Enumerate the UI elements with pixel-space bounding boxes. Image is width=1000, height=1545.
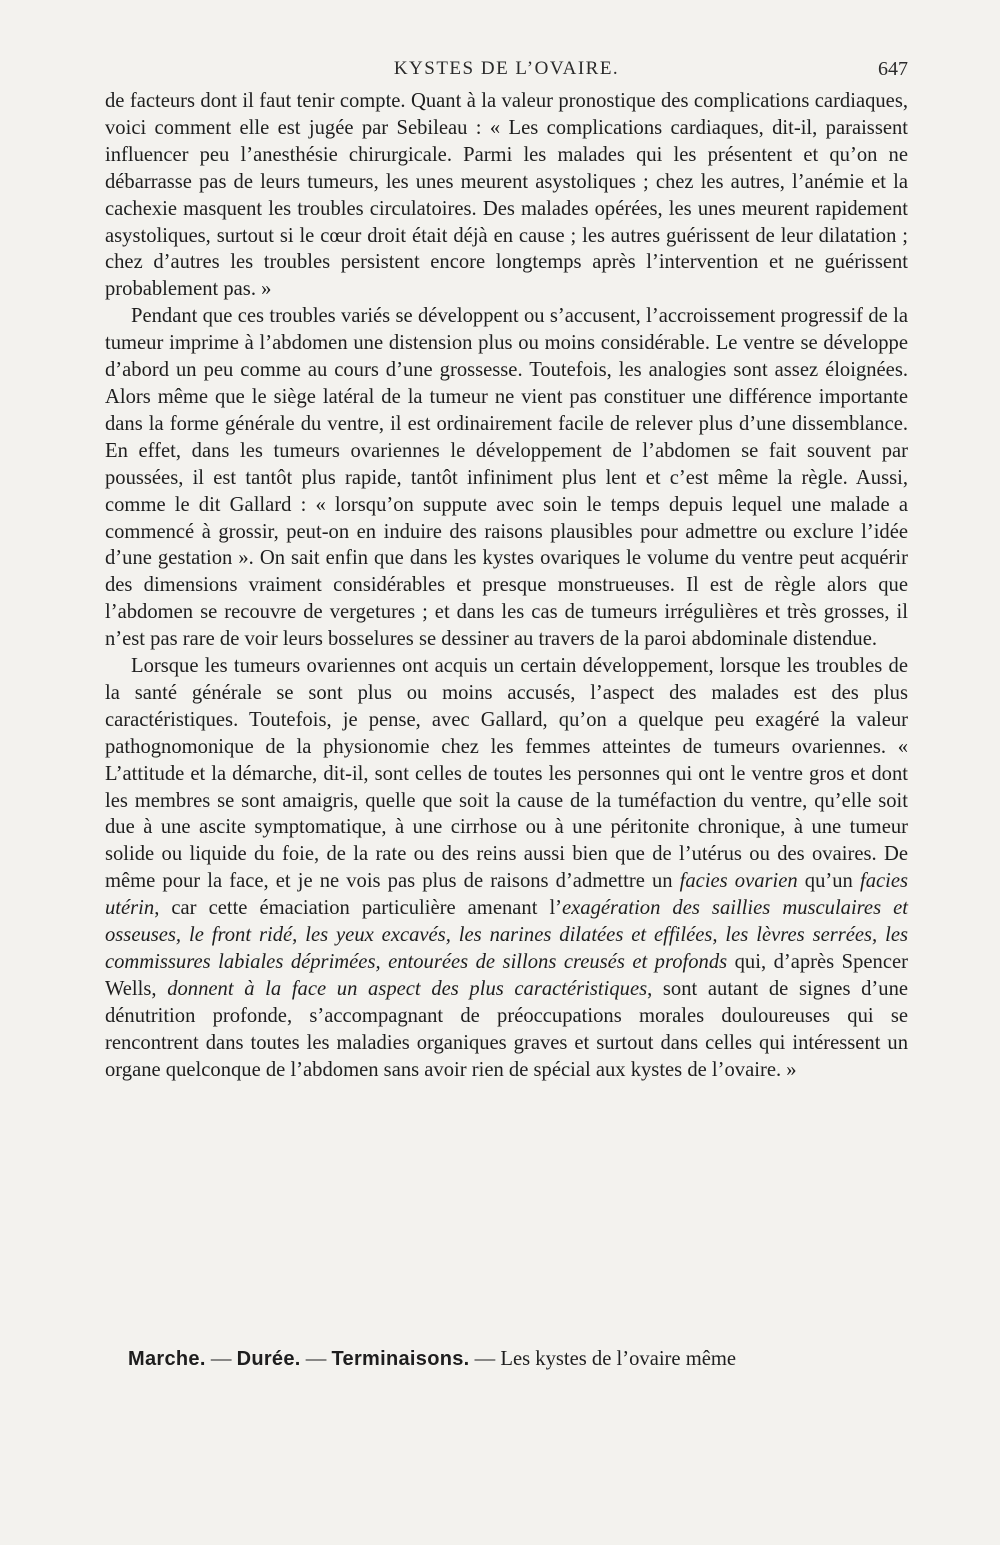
- paragraph-text: , car cette émaciation particulière amenant l’: [154, 897, 563, 920]
- italic-text: donnent à la face un aspect des plus caractéristiques: [167, 977, 648, 1000]
- heading-dash: —: [300, 1348, 332, 1370]
- italic-text: exagération des saillies musculaires et osseuses, le front ridé, les yeux excavés, les narines dilatées et effilées, les lèvres serrées, les commissures labiales déprimées, entourées de sillons creusés et profonds: [105, 897, 908, 973]
- paragraph: [105, 88, 908, 303]
- paragraph-text: Pendant que ces troubles variés se développent ou s’accusent, l’accroissement progressif de la tumeur imprime à l’abdomen une distension plus ou moins considérable. Le ventre se développe d’abord un peu comme au cours d’une grossesse. Toutefois, les analogies sont assez éloignées. Alors même que le siège latéral de la tumeur ne vient pas constituer une différence importante dans la forme générale du ventre, il est ordinairement facile de relever plus d’une dissemblance. En effet, dans les tumeurs ovariennes le développement de l’abdomen se fait souvent par poussées, il est tantôt plus rapide, tantôt infiniment plus lent et c’est même la règle. Aussi, comme le dit Gallard : « lorsqu’on suppute avec soin le temps depuis lequel une malade a commencé à grossir, peut-on en induire des raisons plausibles pour admettre ou exclure l’idée d’une gestation ». On sait enfin que dans les kystes ovariques le volume du ventre peut acquérir des dimensions vraiment considérables et presque monstrueuses. Il est de règle alors que l’abdomen se recouvre de vergetures ; et dans les cas de tumeurs irrégulières et très grosses, il n’est pas rare de voir leurs bosselures se dessiner au travers de la paroi abdominale distendue.: [105, 305, 908, 651]
- running-title: KYSTES DE L’OVAIRE.: [393, 58, 620, 79]
- heading-dash: —: [469, 1348, 501, 1370]
- section-heading-marche: Marche.: [128, 1348, 206, 1370]
- paragraph: [105, 653, 908, 1084]
- page-number: 647: [878, 58, 908, 80]
- section-heading-duree: Durée.: [236, 1348, 301, 1370]
- body-text: [105, 88, 908, 1084]
- paragraph-text: , sont autant de signes d’une dénutrition profonde, s’accompagnant de préoccupations morales douloureuses qui se rencontrent dans toutes les maladies organiques graves et surtout dans celles qui intéressent un organe quelconque de l’abdomen sans avoir rien de spécial aux kystes de l’ovaire. »: [105, 977, 909, 1081]
- section-opening-text: Les kystes de l’ovaire même: [500, 1348, 737, 1370]
- section-heading-terminaisons: Terminaisons.: [331, 1348, 470, 1370]
- paragraph-text: qui, d’après Spencer Wells,: [105, 951, 908, 1000]
- running-head: [105, 58, 908, 88]
- heading-dash: —: [205, 1348, 237, 1370]
- italic-text: facies ovarien: [679, 870, 798, 893]
- paragraph: [105, 303, 908, 653]
- paragraph-text: Lorsque les tumeurs ovariennes ont acquis un certain développement, lorsque les troubles de la santé générale se sont plus ou moins accusés, l’aspect des malades est des plus caractéristiques. Toutefois, je pense, avec Gallard, qu’on a quelque peu exagéré la valeur pathognomonique de la physionomie chez les femmes atteintes de tumeurs ovariennes. « L’attitude et la démarche, dit-il, sont celles de toutes les personnes qui ont le ventre gros et dont les membres se sont amaigris, quelle que soit la cause de la tuméfaction du ventre, qu’elle soit due à une ascite symptomatique, à une cirrhose ou à une péritonite chronique, à une tumeur solide ou liquide du foie, de la rate ou des reins aussi bien que de l’utérus ou des ovaires. De même pour la face, et je ne vois pas plus de raisons d’admettre un: [105, 655, 908, 893]
- paragraph-text: de facteurs dont il faut tenir compte. Quant à la valeur pronostique des complications cardiaques, voici comment elle est jugée par Sebileau : « Les complications cardiaques, dit-il, paraissent influencer peu l’anesthésie chirurgicale. Parmi les malades qui les présentent et qu’on ne débarrasse pas de leurs tumeurs, les unes meurent asystoliques ; chez les autres, l’anémie et la cachexie masquent les troubles circulatoires. Des malades opérées, les unes meurent rapidement asystoliques, surtout si le cœur droit était déjà en cause ; les autres guérissent de leur dilatation ; chez d’autres les troubles persistent encore longtemps après l’intervention et ne guérissent probablement pas. »: [105, 90, 908, 301]
- section-heading-line: [128, 1346, 908, 1373]
- paragraph-text: qu’un: [797, 870, 860, 893]
- italic-text: facies utérin: [105, 870, 909, 920]
